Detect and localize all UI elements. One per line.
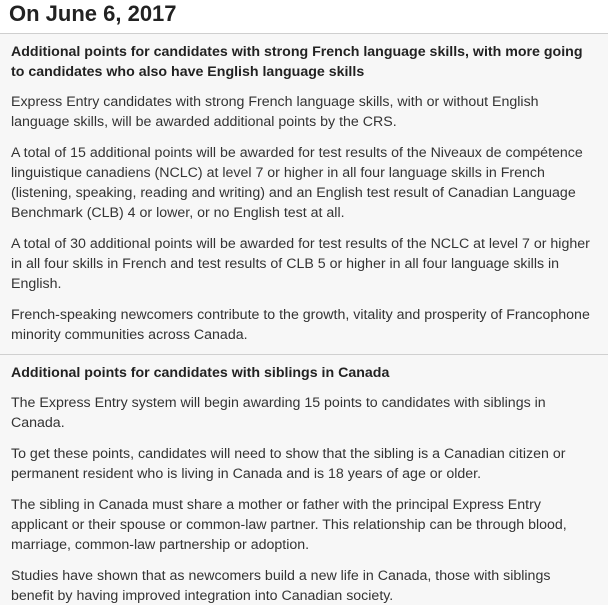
section-heading: Additional points for candidates with siblings in Canada xyxy=(11,365,390,381)
section-heading: Additional points for candidates with strong French language skills, with more going to candidates who also have English language skills xyxy=(11,44,583,80)
paragraph: The Express Entry system will begin awarding 15 points to candidates with siblings in Canada. xyxy=(11,395,546,431)
paragraph: A total of 15 additional points will be awarded for test results of the Niveaux de compétence linguistique canadiens (NCLC) at level 7 or higher in all four language skills in French (listening, speaking, reading and writing) and an English test result of Canadian Language Benchmark (CLB) 4 or lower, or no English test at all. xyxy=(11,145,583,221)
page-title: On June 6, 2017 xyxy=(0,0,608,34)
section-french-language xyxy=(0,34,608,355)
paragraph: Express Entry candidates with strong French language skills, with or without English language skills, will be awarded additional points by the CRS. xyxy=(11,94,539,130)
paragraph: French-speaking newcomers contribute to the growth, vitality and prosperity of Francophone minority communities across Canada. xyxy=(11,307,590,343)
section-siblings xyxy=(0,355,608,605)
paragraph: The sibling in Canada must share a mother or father with the principal Express Entry applicant or their spouse or common-law partner. This relationship can be through blood, marriage, common-law partnership or adoption. xyxy=(11,497,567,553)
paragraph: A total of 30 additional points will be awarded for test results of the NCLC at level 7 or higher in all four skills in French and test results of CLB 5 or higher in all four language skills in English. xyxy=(11,236,590,292)
paragraph: To get these points, candidates will need to show that the sibling is a Canadian citizen or permanent resident who is living in Canada and is 18 years of age or older. xyxy=(11,446,566,482)
paragraph: Studies have shown that as newcomers build a new life in Canada, those with siblings benefit by having improved integration into Canadian society. xyxy=(11,568,551,604)
